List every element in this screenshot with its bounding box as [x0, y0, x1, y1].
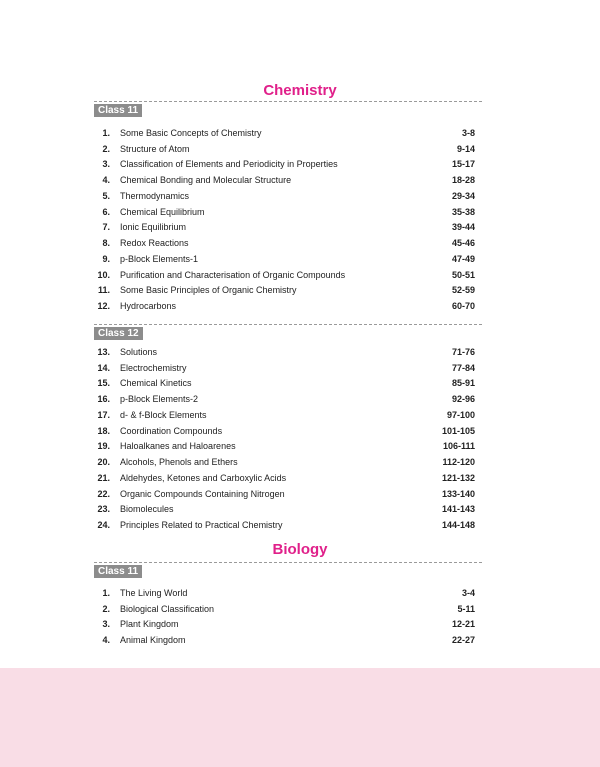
page-range: 3-8	[461, 128, 475, 138]
chapter-number: 19.	[97, 441, 110, 452]
chapter-title: Organic Compounds Containing Nitrogen	[120, 488, 285, 499]
chapter-number: 8.	[102, 238, 110, 249]
toc-row	[0, 236, 600, 251]
chapter-number: 24.	[97, 520, 110, 531]
chapter-title: Ionic Equilibrium	[120, 222, 187, 233]
chapter-number: 21.	[97, 472, 110, 483]
toc-row	[0, 173, 600, 188]
chapter-title: Redox Reactions	[120, 238, 189, 249]
chapter-number: 12.	[97, 301, 110, 312]
chapter-title: Electrochemistry	[120, 362, 187, 373]
chapter-title: Haloalkanes and Haloarenes	[120, 441, 236, 452]
chapter-title: Structure of Atom	[120, 143, 190, 154]
page-range: 35-38	[451, 206, 475, 217]
chapter-number: 5.	[102, 190, 110, 201]
chapter-number: 13.	[97, 347, 110, 357]
chapter-title: Purification and Characterisation of Organic Compounds	[120, 269, 346, 280]
chapter-number: 20.	[97, 457, 110, 468]
chapter-title: p-Block Elements-1	[120, 253, 199, 264]
page-range: 71-76	[451, 347, 475, 357]
page-range: 9-14	[456, 143, 475, 154]
class-tag: Class 11	[94, 104, 142, 117]
toc-row	[0, 142, 600, 157]
chapter-title: Biological Classification	[120, 603, 215, 614]
page-range: 101-105	[441, 425, 475, 436]
page-range: 112-120	[442, 457, 475, 468]
chapter-number: 22.	[97, 488, 110, 499]
chapter-title: Solutions	[120, 347, 158, 357]
chapter-title: Thermodynamics	[120, 190, 190, 201]
chapter-number: 3.	[102, 159, 110, 170]
chapter-title: Chemical Equilibrium	[120, 206, 205, 217]
chapter-title: Chemical Bonding and Molecular Structure	[120, 175, 292, 186]
chapter-title: Principles Related to Practical Chemistry	[120, 520, 283, 531]
chapter-title: Biomolecules	[120, 504, 174, 515]
toc-row	[0, 376, 600, 391]
chapter-title: Alcohols, Phenols and Ethers	[120, 457, 238, 468]
page-range: 47-49	[451, 253, 475, 264]
chapter-number: 2.	[102, 603, 110, 614]
chapter-number: 16.	[97, 394, 110, 405]
page-range: 77-84	[451, 362, 475, 373]
page-range: 50-51	[451, 269, 475, 280]
chapter-title: Some Basic Principles of Organic Chemistry	[120, 285, 297, 296]
page-range: 106-111	[442, 441, 475, 452]
chemistry-class11-header	[94, 101, 482, 115]
toc-row	[0, 220, 600, 235]
chapter-number: 3.	[102, 619, 110, 630]
chapter-title: Hydrocarbons	[120, 301, 177, 312]
chapter-title: Some Basic Concepts of Chemistry	[120, 128, 262, 138]
class-tag: Class 12	[94, 327, 143, 340]
toc-row	[0, 439, 600, 454]
chapter-number: 10.	[97, 269, 110, 280]
toc-row	[0, 602, 600, 617]
page-range: 141-143	[441, 504, 475, 515]
page-range: 97-100	[446, 409, 475, 420]
chapter-number: 7.	[102, 222, 110, 233]
chapter-number: 14.	[97, 362, 110, 373]
chemistry-title: Chemistry	[263, 82, 337, 99]
page-range: 92-96	[451, 394, 475, 405]
toc-row	[0, 205, 600, 220]
page-range: 52-59	[451, 285, 475, 296]
chapter-number: 18.	[97, 425, 110, 436]
chapter-number: 17.	[97, 409, 110, 420]
chapter-title: p-Block Elements-2	[120, 394, 199, 405]
chapter-number: 1.	[102, 588, 110, 598]
class-tag: Class 11	[94, 565, 142, 578]
chapter-title: Plant Kingdom	[120, 619, 179, 630]
chapter-number: 15.	[97, 378, 110, 389]
chapter-number: 23.	[97, 504, 110, 515]
page-range: 18-28	[451, 175, 475, 186]
page-range: 121-132	[441, 472, 475, 483]
biology-class11-header	[94, 562, 482, 576]
toc-row	[0, 586, 600, 601]
chapter-title: Classification of Elements and Periodicity in Properties	[120, 159, 338, 170]
page-range: 22-27	[451, 635, 475, 646]
biology-title: Biology	[272, 541, 328, 558]
toc-row	[0, 283, 600, 298]
chapter-number: 2.	[102, 143, 110, 154]
toc-row	[0, 252, 600, 267]
chapter-number: 1.	[102, 128, 110, 138]
page-range: 39-44	[451, 222, 475, 233]
page-range: 15-17	[451, 159, 475, 170]
toc-row	[0, 617, 600, 632]
toc-row	[0, 268, 600, 283]
page-range: 5-11	[457, 603, 475, 614]
toc-row	[0, 471, 600, 486]
page-range: 45-46	[451, 238, 475, 249]
toc-row	[0, 299, 600, 314]
toc-row	[0, 361, 600, 376]
toc-row	[0, 345, 600, 360]
page-range: 85-91	[451, 378, 475, 389]
toc-row	[0, 633, 600, 648]
chapter-number: 4.	[102, 635, 110, 646]
page-range: 144-148	[441, 520, 475, 531]
chapter-title: Aldehydes, Ketones and Carboxylic Acids	[120, 472, 287, 483]
toc-row	[0, 424, 600, 439]
footer-band	[0, 668, 600, 767]
chapter-number: 6.	[102, 206, 110, 217]
chemistry-class12-header	[94, 324, 482, 338]
chapter-number: 11.	[97, 285, 110, 296]
chapter-title: Chemical Kinetics	[120, 378, 192, 389]
toc-row	[0, 502, 600, 517]
chapter-title: The Living World	[120, 588, 188, 598]
toc-row	[0, 157, 600, 172]
toc-row	[0, 487, 600, 502]
chapter-number: 9.	[102, 253, 110, 264]
chapter-title: Coordination Compounds	[120, 425, 223, 436]
toc-row	[0, 518, 600, 533]
chapter-title: Animal Kingdom	[120, 635, 186, 646]
toc-row	[0, 126, 600, 141]
toc-row	[0, 455, 600, 470]
page-range: 29-34	[451, 190, 475, 201]
toc-row	[0, 392, 600, 407]
chapter-title: d- & f-Block Elements	[120, 409, 207, 420]
page-range: 12-21	[451, 619, 475, 630]
page-range: 133-140	[441, 488, 475, 499]
page-range: 60-70	[451, 301, 475, 312]
toc-row	[0, 408, 600, 423]
chapter-number: 4.	[102, 175, 110, 186]
page-range: 3-4	[461, 588, 475, 598]
toc-row	[0, 189, 600, 204]
